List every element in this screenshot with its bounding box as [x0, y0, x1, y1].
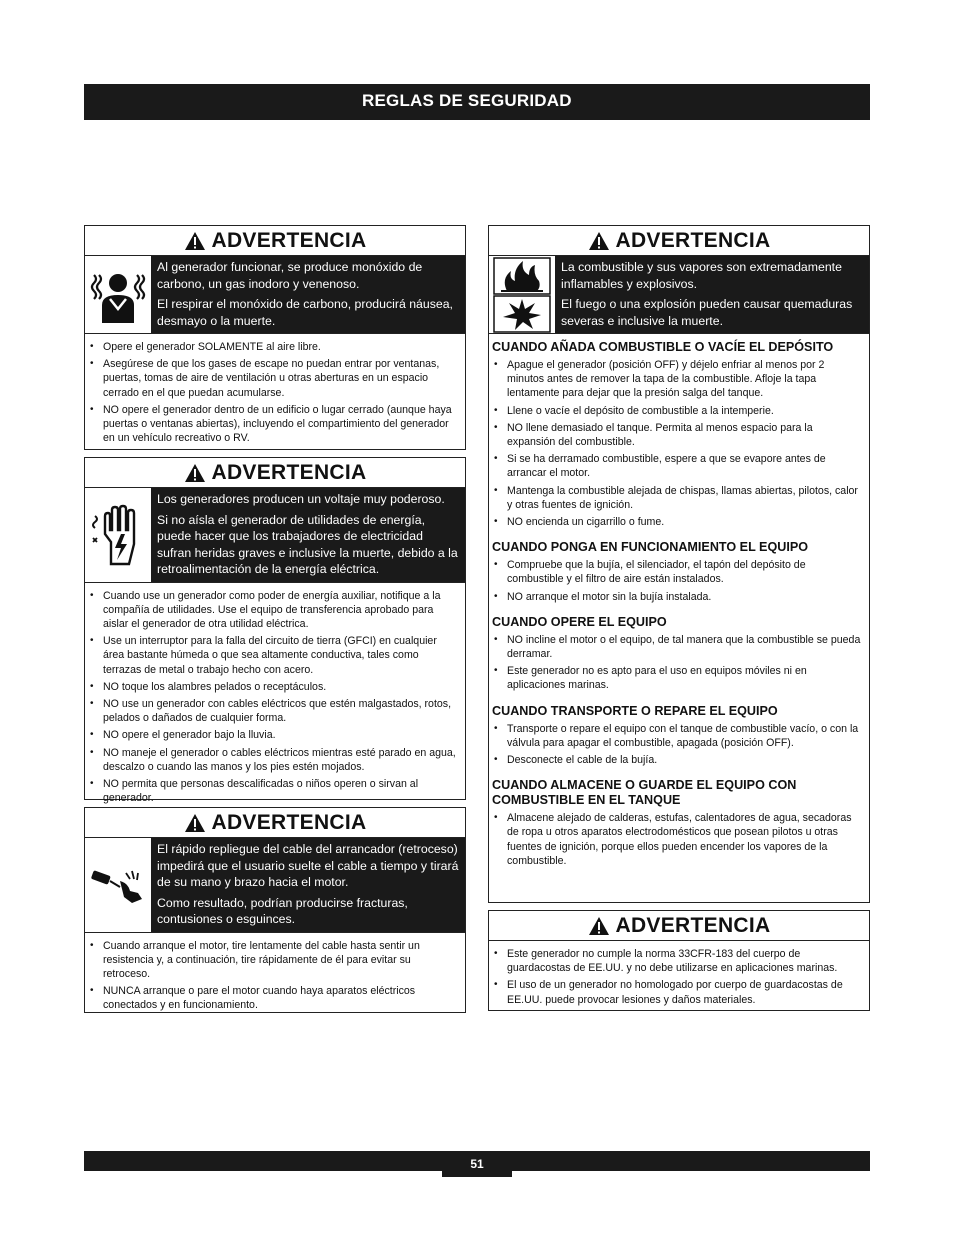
warning-triangle-icon — [588, 916, 610, 936]
safety-list — [85, 933, 465, 1020]
hazard-description: Al generador funcionar, se produce monóxido de carbono, un gas inodoro y venenoso. El respirar el monóxido de carbono, producirá náusea, desmayo o la muerte. — [151, 256, 465, 333]
list-item: • Use un interruptor para la falla del circuito de tierra (GFCI) en cualquier área bastante húmeda o que sea altamente conductiva, tales como terrazas de metal o trabajo hecho con acero. — [103, 634, 457, 677]
warning-title: ADVERTENCIA — [489, 911, 869, 941]
section-heading: CUANDO TRANSPORTE O REPARE EL EQUIPO — [492, 703, 778, 718]
hazard-description: El rápido repliegue del cable del arrancador (retroceso) impedirá que el usuario suelte el cable a tiempo y tirará de su mano y brazo hacia el motor. Como resultado, podrían producirse fracturas, contusiones o esguinces. — [151, 838, 465, 932]
list-item: • NO llene demasiado el tanque. Permita al menos espacio para la expansión del combustible. — [507, 421, 861, 449]
list-item: • Este generador no cumple la norma 33CFR-183 del cuerpo de guardacostas de EE.UU. y no debe utilizarse en aplicaciones marinas. — [507, 947, 861, 975]
hazard-row — [85, 488, 465, 583]
warning-triangle-icon — [184, 231, 206, 251]
list-item: • NO encienda un cigarrillo o fume. — [507, 515, 861, 529]
safety-list — [85, 334, 465, 452]
list-item: • Apague el generador (posición OFF) y déjelo enfriar al menos por 2 minutos antes de remover la tapa de la combustible. Afloje la tapa lentamente para dejar que la presión salga del tanque. — [507, 358, 861, 401]
safety-list — [85, 583, 465, 813]
safety-list — [489, 941, 869, 1014]
safety-list — [489, 808, 869, 875]
explosion-icon — [493, 295, 551, 333]
section-heading: CUANDO AÑADA COMBUSTIBLE O VACÍE EL DEPÓSITO — [492, 340, 834, 354]
warning-title: ADVERTENCIA — [489, 226, 869, 256]
safety-list — [489, 630, 869, 700]
warning-title: ADVERTENCIA — [85, 458, 465, 488]
list-item: • NO opere el generador dentro de un edificio o lugar cerrado (aunque haya puertas o ventanas abiertas), incluyendo el compartimiento del generador en un vehículo recreativo o RV. — [103, 403, 457, 446]
list-item: • Si se ha derramado combustible, espere a que se evapore antes de arrancar el motor. — [507, 452, 861, 480]
hazard-description: Los generadores producen un voltaje muy poderoso. Si no aísla el generador de utilidades de energía, puede hacer que los trabajadores de electricidad sufran heridas graves e inclusive la muerte, debido a la retroalimentación de la energía eléctrica. — [151, 488, 465, 582]
hazard-row — [489, 256, 869, 334]
warning-title: ADVERTENCIA — [85, 808, 465, 838]
section-title: REGLAS DE SEGURIDAD — [362, 91, 572, 110]
list-item: • Este generador no es apto para el uso en equipos móviles ni en aplicaciones marinas. — [507, 664, 861, 692]
electric-shock-icon — [91, 504, 145, 566]
warning-triangle-icon — [588, 231, 610, 251]
recoil-kickback-icon — [90, 863, 146, 907]
list-item: • NO permita que personas descalificadas o niños operen o sirvan al generador. — [103, 777, 457, 805]
list-item: • Mantenga la combustible alejada de chispas, llamas abiertas, pilotos, calor y otras fuentes de ignición. — [507, 484, 861, 512]
list-item: • Cuando use un generador como poder de energía auxiliar, notifique a la compañía de utilidades. Use el equipo de transferencia aprobado para aislar el generador de otra utilidad eléctrica. — [103, 589, 457, 632]
warning-panel-carbon-monoxide — [84, 225, 466, 450]
warning-panel-marine — [488, 910, 870, 1011]
page-number: 51 — [442, 1151, 512, 1177]
safety-list — [489, 355, 869, 536]
warning-panel-recoil — [84, 807, 466, 1013]
section-heading: CUANDO OPERE EL EQUIPO — [492, 614, 667, 629]
warning-title: ADVERTENCIA — [85, 226, 465, 256]
hazard-description: La combustible y sus vapores son extremadamente inflamables y explosivos. El fuego o una explosión pueden causar quemaduras severas e inclusive la muerte. — [555, 256, 869, 333]
list-item: • Almacene alejado de calderas, estufas, calentadores de agua, secadoras de ropa u otros aparatos electrodomésticos que posean pilotos u otras fuentes de ignición, porque ellos pueden encender los vapores de la combustible. — [507, 811, 861, 868]
list-item: • Cuando arranque el motor, tire lentamente del cable hasta sentir un resistencia y, a continuación, tire rápidamente de él para evitar su retroceso. — [103, 939, 457, 982]
list-item: • Desconecte el cable de la bujía. — [507, 753, 861, 767]
list-item: • NO opere el generador bajo la lluvia. — [103, 728, 457, 742]
hazard-row — [85, 838, 465, 933]
safety-list — [489, 555, 869, 611]
warning-panel-electric-shock — [84, 457, 466, 805]
safety-list — [489, 719, 869, 775]
section-heading: CUANDO ALMACENE O GUARDE EL EQUIPO CON COMBUSTIBLE EN EL TANQUE — [492, 778, 797, 808]
section-heading: CUANDO PONGA EN FUNCIONAMIENTO EL EQUIPO — [492, 540, 809, 555]
fire-icon — [493, 257, 551, 295]
list-item: • NO use un generador con cables eléctricos que estén malgastados, rotos, pelados o dañados de cualquier forma. — [103, 697, 457, 725]
list-item: • Compruebe que la bujía, el silenciador, el tapón del depósito de combustible y el filtro de aire están instalados. — [507, 558, 861, 586]
carbon-monoxide-icon — [90, 265, 146, 325]
warning-panel-fuel — [488, 225, 870, 903]
warning-triangle-icon — [184, 813, 206, 833]
hazard-row — [85, 256, 465, 334]
list-item: • NO incline el motor o el equipo, de tal manera que la combustible se pueda derramar. — [507, 633, 861, 661]
warning-triangle-icon — [184, 463, 206, 483]
list-item: • NUNCA arranque o pare el motor cuando haya aparatos eléctricos conectados y en funcionamiento. — [103, 984, 457, 1012]
list-item: • Llene o vacíe el depósito de combustible a la intemperie. — [507, 404, 861, 418]
list-item: • Opere el generador SOLAMENTE al aire libre. — [103, 340, 457, 354]
list-item: • Asegúrese de que los gases de escape no puedan entrar por ventanas, puertas, tomas de aire de ventilación u otras aberturas en un espacio cerrado en el que puedan acumularse. — [103, 357, 457, 400]
section-header — [84, 84, 870, 120]
list-item: • El uso de un generador no homologado por cuerpo de guardacostas de EE.UU. puede provocar lesiones y daños materiales. — [507, 978, 861, 1006]
list-item: • NO toque los alambres pelados o receptáculos. — [103, 680, 457, 694]
list-item: • Transporte o repare el equipo con el tanque de combustible vacío, o con la válvula para apagar el combustible, apagada (posición OFF). — [507, 722, 861, 750]
list-item: • NO maneje el generador o cables eléctricos mientras esté parado en agua, descalzo o cuando las manos y los pies estén mojados. — [103, 746, 457, 774]
list-item: • NO arranque el motor sin la bujía instalada. — [507, 590, 861, 604]
